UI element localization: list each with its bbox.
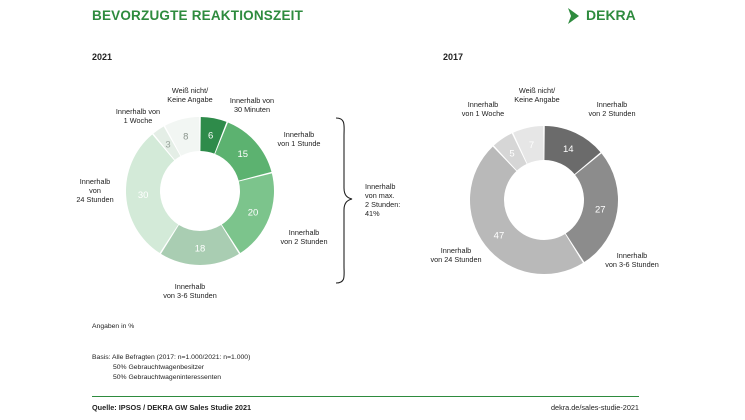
label-2021-24h-l3: 24 Stunden [76,195,114,204]
basis-line-2: 50% Gebrauchtwagenbesitzer [113,364,205,371]
brace-label-l1: Innerhalb [365,182,396,191]
label-2017-2h-l1: Innerhalb [596,100,628,109]
brand-name: DEKRA [586,7,636,23]
label-2021-weiss-nicht-l2: Keine Angabe [167,95,213,104]
donut-2021-value-label-6: 8 [183,131,189,143]
brace-label-l4: 41% [365,209,380,218]
label-2021-3-6h-l2: von 3-6 Stunden [163,291,217,300]
basis-line-1: Basis: Alle Befragten (2017: n=1.000/2021: n=1.000) [92,354,251,361]
basis-line-3: 50% Gebrauchtwageninteressenten [113,374,222,381]
label-2017-weiss-nicht-l2: Keine Angabe [514,95,560,104]
donut-chart-2017 [470,126,618,274]
label-2021-24h-l1: Innerhalb [79,177,111,186]
label-2017-3-6h-l1: Innerhalb [616,251,648,260]
label-2021-2h-l2: von 2 Stunden [280,237,328,246]
donut-2017-value-label-1: 27 [595,204,606,216]
source-note: Quelle: IPSOS / DEKRA GW Sales Studie 2021 [92,403,252,412]
label-2021-weiss-nicht-l1: Weiß nicht/ [171,86,209,95]
label-2017-1woche-l2: von 1 Woche [461,109,505,118]
label-2017-3-6h-l2: von 3-6 Stunden [605,260,659,269]
donut-2021-value-label-4: 30 [137,190,149,202]
label-2021-1h-l1: Innerhalb [283,130,315,139]
year-2021-title: 2021 [92,52,113,62]
donut-2021-value-label-1: 15 [237,148,249,160]
donut-2017-value-label-3: 5 [509,148,515,160]
donut-2017-value-label-0: 14 [562,143,574,155]
label-2017-24h-l1: Innerhalb [440,246,472,255]
brace-label-l3: 2 Stunden: [365,200,401,209]
label-2021-1h-l2: von 1 Stunde [277,139,321,148]
label-2021-2h-l1: Innerhalb [288,228,320,237]
donut-2021-value-label-3: 18 [194,243,206,255]
label-2021-24h-l2: von [89,186,101,195]
label-2021-1woche-l1: Innerhalb von [115,107,161,116]
donut-2021-value-label-0: 6 [208,130,214,142]
label-2017-1woche-l1: Innerhalb [467,100,499,109]
source-url: dekra.de/sales-studie-2021 [550,403,639,412]
label-2017-weiss-nicht-l1: Weiß nicht/ [518,86,556,95]
label-2021-1woche-l2: 1 Woche [123,116,153,125]
page-title: BEVORZUGTE REAKTIONSZEIT [92,8,304,23]
label-2021-30min-l2: 30 Minuten [233,105,271,114]
label-2017-2h-l2: von 2 Stunden [588,109,636,118]
brace-label-l2: von max. [365,191,395,200]
donut-chart-2021 [123,116,274,265]
label-2017-24h-l2: von 24 Stunden [430,255,482,264]
bracket-max-2-hours [336,118,352,283]
unit-note: Angaben in % [92,323,135,330]
label-2021-30min-l1: Innerhalb von [229,96,275,105]
label-2021-3-6h-l1: Innerhalb [174,282,206,291]
donut-2021-value-label-2: 20 [247,207,259,219]
donut-2017-value-label-4: 7 [528,139,535,151]
donut-2021-value-label-5: 3 [165,139,171,151]
year-2017-title: 2017 [443,52,464,62]
footer-divider [92,396,639,397]
donut-2017-value-label-2: 47 [493,230,505,242]
